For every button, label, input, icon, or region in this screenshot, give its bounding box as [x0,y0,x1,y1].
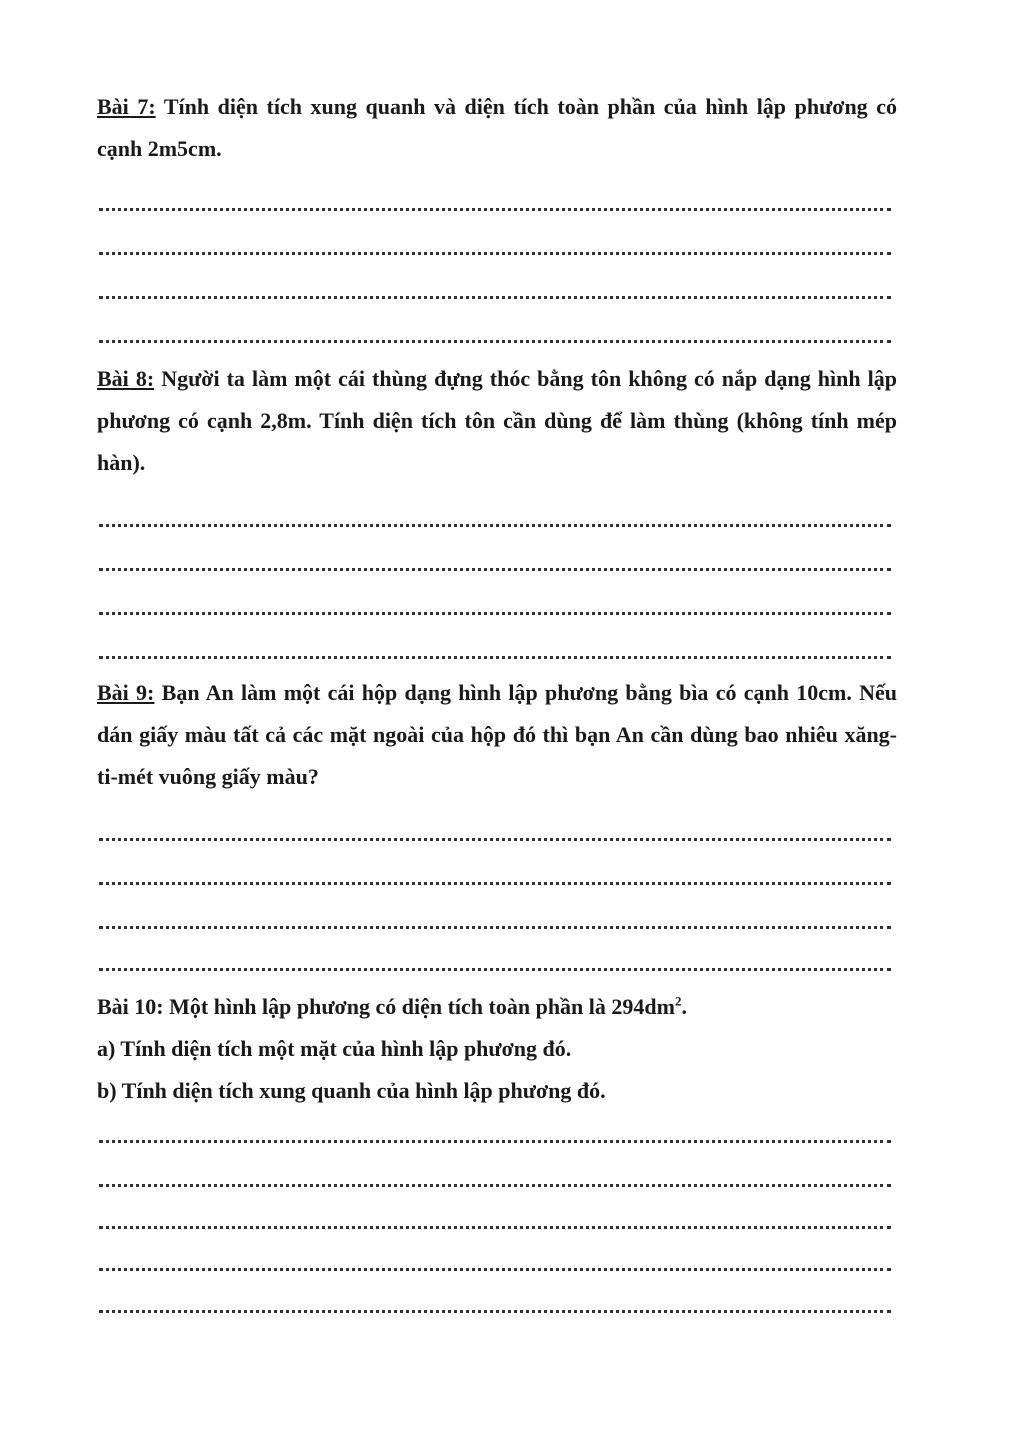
problem-10-part-b: b) Tính diện tích xung quanh của hình lập phương đó. [97,1078,606,1103]
answer-line[interactable] [99,1310,891,1313]
answer-line[interactable] [99,524,891,527]
answer-line[interactable] [99,1268,891,1271]
problem-10-part-a: a) Tính diện tích một mặt của hình lập phương đó. [97,1036,572,1061]
answer-line[interactable] [99,1184,891,1187]
answer-line[interactable] [99,296,891,299]
answer-line[interactable] [99,1226,891,1229]
problem-9 [97,672,897,798]
problem-10-tail: . [681,994,687,1019]
answer-line[interactable] [99,568,891,571]
problem-9-body: Bạn An làm một cái hộp dạng hình lập phương bằng bìa có cạnh 10cm. Nếu dán giấy màu tất cả các mặt ngoài của hộp đó thì bạn An cần dùng bao nhiêu xăng-ti-mét vuông giấy màu? [97,680,897,789]
problem-7 [97,86,897,170]
answer-line[interactable] [99,208,891,211]
answer-line[interactable] [99,838,891,841]
answer-line[interactable] [99,252,891,255]
answer-line[interactable] [99,926,891,929]
answer-line[interactable] [99,656,891,659]
problem-7-text [97,86,897,170]
problem-9-text [97,672,897,798]
problem-7-label: Bài 7: [97,94,156,119]
answer-line[interactable] [99,882,891,885]
problem-8-text [97,358,897,484]
problem-10-superscript: 2 [674,993,682,1009]
answer-line[interactable] [99,340,891,343]
answer-line[interactable] [99,968,891,971]
problem-8-label: Bài 8: [97,366,155,391]
problem-8 [97,358,897,484]
answer-line[interactable] [99,1140,891,1143]
problem-10-label: Bài 10: [97,994,164,1019]
problem-9-label: Bài 9: [97,680,155,705]
problem-10 [97,986,897,1112]
problem-10-text [97,986,897,1028]
problem-10-body: Một hình lập phương có diện tích toàn phần là 294dm [163,994,675,1019]
problem-7-body: Tính diện tích xung quanh và diện tích toàn phần của hình lập phương có cạnh 2m5cm. [97,94,897,161]
problem-8-body: Người ta làm một cái thùng đựng thóc bằng tôn không có nắp dạng hình lập phương có cạnh 2,8m. Tính diện tích tôn cần dùng để làm thùng (không tính mép hàn). [97,366,897,475]
answer-line[interactable] [99,612,891,615]
